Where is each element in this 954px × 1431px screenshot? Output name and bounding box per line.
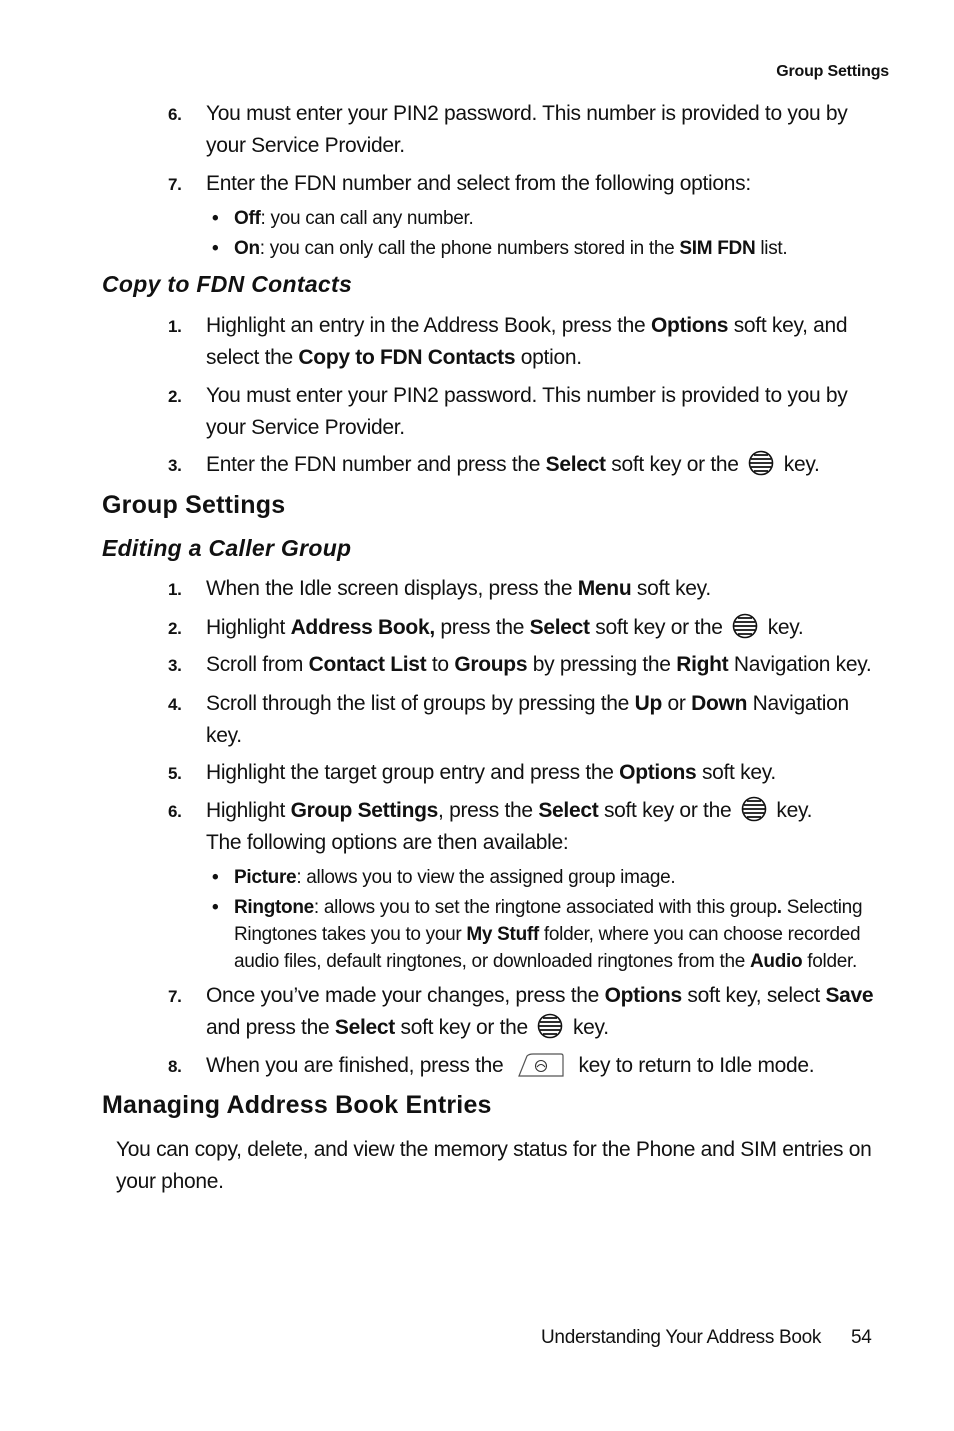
copy-step-3: [168, 449, 880, 481]
managing-paragraph: You can copy, delete, and view the memory status for the Phone and SIM entries on your phone.: [116, 1138, 872, 1193]
step-text: You must enter your PIN2 password. This number is provided to you by your Service Provider.: [206, 102, 848, 157]
step-7-enter-fdn: [168, 168, 880, 200]
att-globe-ok-key-icon: [537, 1013, 563, 1039]
step-text: Highlight Address Book, press the Select soft key or the key.: [206, 612, 880, 644]
bullet-text: Ringtone: allows you to set the ringtone associated with this group. Selecting Ringtones takes you to your My Stuff folder, where you can choose recorded audio files, default ringtones, or downloaded ringtones from the Audio folder.: [234, 897, 863, 972]
running-header: Group Settings: [776, 63, 889, 80]
bullet-ringtone: [212, 894, 880, 976]
bullet-text: On: you can only call the phone numbers stored in the SIM FDN list.: [234, 238, 788, 259]
step-number: 3.: [168, 456, 182, 475]
step-text: Enter the FDN number and press the Select soft key or the key.: [206, 449, 880, 481]
heading-copy-to-fdn: Copy to FDN Contacts: [102, 271, 353, 297]
group-step-3: [168, 649, 880, 681]
step-number: 1.: [168, 317, 182, 336]
step-text: Highlight the target group entry and press the Options soft key.: [206, 761, 776, 784]
group-step-4: [168, 688, 880, 752]
copy-step-1: [168, 310, 880, 374]
step-number: 8.: [168, 1057, 182, 1076]
term: SIM FDN: [679, 238, 756, 259]
step-number: 2.: [168, 387, 182, 406]
group-step-8: [168, 1050, 880, 1082]
heading-editing-caller-group: Editing a Caller Group: [102, 535, 352, 561]
step-number: 7.: [168, 987, 182, 1006]
group-step-1: [168, 573, 880, 605]
options-intro: The following options are then available:: [206, 830, 569, 854]
heading-group-settings: Group Settings: [102, 491, 286, 519]
bullet-text: Picture: allows you to view the assigned group image.: [234, 867, 676, 888]
step-6-pin2: [168, 98, 880, 162]
group-step-7: [168, 980, 880, 1044]
bullet-dot: •: [212, 897, 219, 918]
att-globe-ok-key-icon: [748, 450, 774, 476]
bullet-on: [212, 235, 880, 263]
step-text: When the Idle screen displays, press the Menu soft key.: [206, 577, 711, 600]
group-step-6: [168, 795, 880, 859]
term: On: [234, 238, 260, 259]
end-power-key-icon: [517, 1052, 565, 1078]
step-text: Highlight Group Settings, press the Select soft key or the key. The following options are then available:: [206, 795, 880, 858]
step-number: 1.: [168, 580, 182, 599]
bullet-off: [212, 205, 880, 233]
att-globe-ok-key-icon: [732, 613, 758, 639]
bullet-dot: •: [212, 208, 219, 229]
step-text: Highlight an entry in the Address Book, press the Options soft key, and select the Copy to FDN Contacts option.: [206, 314, 848, 369]
group-step-2: [168, 612, 880, 644]
step-text: You must enter your PIN2 password. This number is provided to you by your Service Provider.: [206, 384, 848, 439]
copy-step-2: [168, 380, 880, 444]
step-number: 6.: [168, 105, 182, 124]
term: Off: [234, 208, 261, 229]
bullet-dot: •: [212, 867, 219, 888]
footer-page-number: 54: [851, 1327, 872, 1348]
step-text: Once you’ve made your changes, press the Options soft key, select Save and press the Select soft key or the key.: [206, 984, 874, 1039]
step-number: 5.: [168, 764, 182, 783]
bullet-dot: •: [212, 238, 219, 259]
footer-chapter: Understanding Your Address Book: [541, 1327, 822, 1348]
heading-managing-entries: Managing Address Book Entries: [102, 1091, 492, 1119]
step-text: Scroll from Contact List to Groups by pressing the Right Navigation key.: [206, 653, 872, 676]
step-text: When you are finished, press the key to return to Idle mode.: [206, 1054, 815, 1077]
att-globe-ok-key-icon: [741, 796, 767, 822]
group-step-5: [168, 757, 880, 789]
step-text: Scroll through the list of groups by pressing the Up or Down Navigation key.: [206, 692, 849, 747]
step-number: 7.: [168, 175, 182, 194]
step-text: Enter the FDN number and select from the following options:: [206, 172, 751, 195]
bullet-picture: [212, 864, 880, 892]
step-number: 4.: [168, 695, 182, 714]
step-number: 2.: [168, 619, 182, 638]
step-number: 6.: [168, 802, 182, 821]
step-number: 3.: [168, 656, 182, 675]
bullet-text: Off: you can call any number.: [234, 208, 474, 229]
